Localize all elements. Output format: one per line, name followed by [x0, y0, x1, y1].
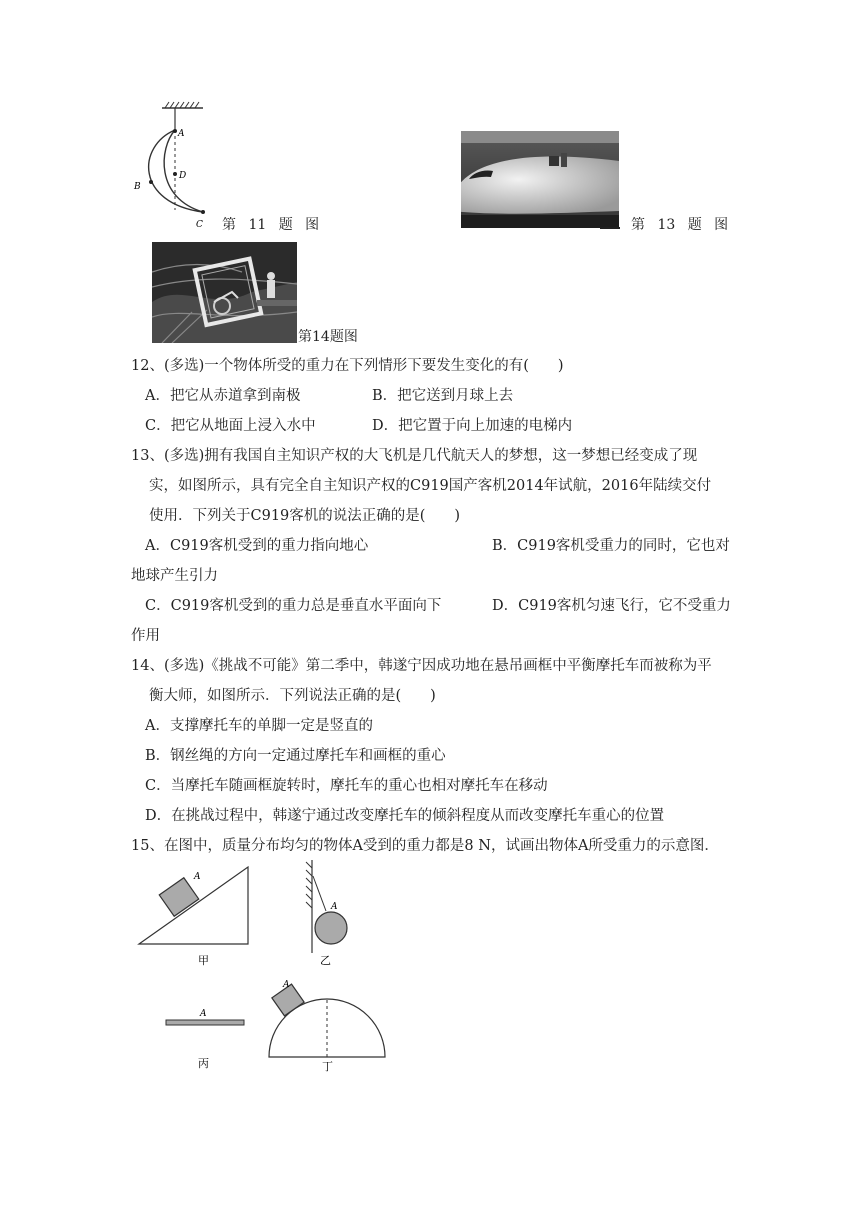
figure-13-underline — [600, 227, 620, 229]
figure-11-diagram — [125, 98, 215, 233]
q15-stem: 15、在图中，质量分布均匀的物体A受到的重力都是8 N，试画出物体A所受重力的示意图． — [131, 838, 719, 854]
jia-block-label: A — [194, 872, 201, 882]
q13-option-b-part1: B．C919客机受重力的同时，它也对 — [492, 538, 730, 554]
q12-option-c: C．把它从地面上浸入水中 — [145, 418, 316, 434]
figure-13-caption: 第 13 题 图 — [631, 217, 729, 233]
q13-option-a: A．C919客机受到的重力指向地心 — [145, 538, 369, 554]
figure-bing-bar — [162, 1005, 250, 1073]
yi-caption: 乙 — [320, 954, 331, 967]
figure-ding-semicircle — [262, 978, 394, 1074]
q14-option-b: B．钢丝绳的方向一定通过摩托车和画框的重心 — [145, 748, 446, 764]
figure-14-motorbike-photo — [152, 242, 297, 343]
q13-stem-line-2: 实，如图所示，具有完全自主知识产权的C919国产客机2014年试航，2016年陆续交付 — [149, 478, 712, 494]
q14-option-a: A．支撑摩托车的单脚一定是竖直的 — [145, 718, 373, 734]
yi-ball-label: A — [331, 902, 338, 912]
q13-option-d-part2: 作用 — [131, 628, 160, 644]
figure-11-caption: 第 11 题 图 — [222, 217, 320, 233]
q12-stem: 12、(多选)一个物体所受的重力在下列情形下要发生变化的有( ) — [131, 358, 564, 374]
q13-stem-line-3: 使用．下列关于C919客机的说法正确的是( ) — [149, 508, 461, 524]
bing-caption: 丙 — [198, 1057, 209, 1070]
q12-option-a: A．把它从赤道拿到南极 — [145, 388, 301, 404]
q12-option-b: B．把它送到月球上去 — [372, 388, 514, 404]
figure-yi-ball-wall — [300, 858, 360, 970]
point-a-label: A — [178, 129, 185, 139]
jia-caption: 甲 — [198, 954, 209, 967]
point-c-label: C — [196, 220, 203, 230]
q13-option-b-part2: 地球产生引力 — [131, 568, 218, 584]
point-d-label: D — [179, 171, 187, 181]
q14-stem-line-1: 14、(多选)《挑战不可能》第二季中，韩遂宁因成功地在悬吊画框中平衡摩托车而被称为平 — [131, 658, 712, 674]
point-b-label: B — [134, 182, 141, 192]
q13-option-d-part1: D．C919客机匀速飞行，它不受重力 — [492, 598, 731, 614]
q13-option-c: C．C919客机受到的重力总是垂直水平面向下 — [145, 598, 442, 614]
q14-option-d: D．在挑战过程中，韩遂宁通过改变摩托车的倾斜程度从而改变摩托车重心的位置 — [145, 808, 665, 824]
q13-stem-line-1: 13、(多选)拥有我国自主知识产权的大飞机是几代航天人的梦想，这一梦想已经变成了现 — [131, 448, 698, 464]
q14-option-c: C．当摩托车随画框旋转时，摩托车的重心也相对摩托车在移动 — [145, 778, 548, 794]
ding-block-label: A — [283, 980, 290, 990]
figure-14-caption: 第14题图 — [298, 329, 358, 345]
q12-option-d: D．把它置于向上加速的电梯内 — [372, 418, 573, 434]
ding-caption: 丁 — [322, 1060, 333, 1073]
figure-13-airplane-photo — [461, 131, 619, 228]
figure-jia-incline — [136, 862, 266, 970]
bing-bar-label: A — [200, 1009, 207, 1019]
q14-stem-line-2: 衡大师，如图所示．下列说法正确的是( ) — [149, 688, 436, 704]
